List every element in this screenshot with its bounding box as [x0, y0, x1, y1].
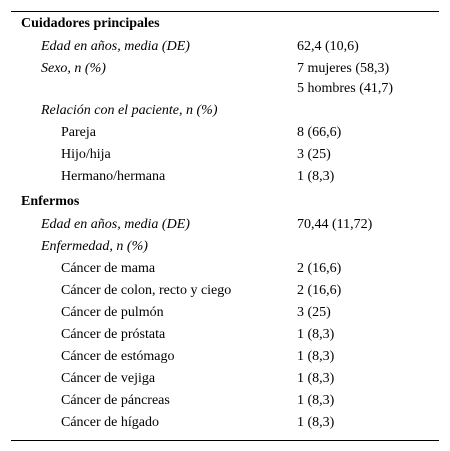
row-value: 8 (66,6): [297, 125, 342, 140]
row-label: Cáncer de próstata: [61, 327, 166, 342]
row-label: Cáncer de colon, recto y ciego: [61, 283, 232, 298]
row-value: 2 (16,6): [297, 283, 342, 298]
row-label: Cáncer de vejiga: [61, 371, 156, 386]
table-row: [11, 78, 439, 100]
row-value: 70,44 (11,72): [297, 217, 373, 232]
table-row: [11, 166, 439, 188]
row-value: 1 (8,3): [297, 393, 335, 408]
table-row: [11, 390, 439, 412]
row-value: 1 (8,3): [297, 415, 335, 430]
row-label: Cáncer de páncreas: [61, 393, 170, 408]
row-value: 1 (8,3): [297, 169, 335, 184]
row-label: Edad en años, media (DE): [41, 39, 190, 54]
section-title: Enfermos: [21, 194, 80, 209]
row-value: 7 mujeres (58,3): [297, 61, 390, 76]
table-row: [11, 214, 439, 236]
row-value: 5 hombres (41,7): [297, 81, 394, 96]
row-value: 3 (25): [297, 305, 331, 320]
section-header-caregivers: [11, 13, 439, 35]
section-header-patients: [11, 191, 439, 213]
table-row: [11, 36, 439, 58]
table-row: [11, 144, 439, 166]
row-label: Cáncer de pulmón: [61, 305, 164, 320]
row-label: Edad en años, media (DE): [41, 217, 190, 232]
table-row: [11, 324, 439, 346]
row-label: Sexo, n (%): [41, 61, 106, 76]
table-row: [11, 100, 439, 122]
row-label: Relación con el paciente, n (%): [41, 103, 218, 118]
row-value: 3 (25): [297, 147, 331, 162]
caregivers-patients-table: [11, 11, 439, 441]
row-label: Pareja: [61, 125, 96, 140]
row-label: Cáncer de hígado: [61, 415, 159, 430]
table-row: [11, 258, 439, 280]
row-value: 62,4 (10,6): [297, 39, 359, 54]
row-label: Hijo/hija: [61, 147, 111, 162]
row-value: 1 (8,3): [297, 371, 335, 386]
section-title: Cuidadores principales: [21, 16, 160, 31]
table-row: [11, 58, 439, 80]
table-row: [11, 302, 439, 324]
row-label: Enfermedad, n (%): [41, 239, 148, 254]
row-label: Hermano/hermana: [61, 169, 166, 184]
row-label: Cáncer de mama: [61, 261, 156, 276]
table-row: [11, 280, 439, 302]
row-value: 1 (8,3): [297, 349, 335, 364]
row-value: 2 (16,6): [297, 261, 342, 276]
table-row: [11, 346, 439, 368]
row-label: Cáncer de estómago: [61, 349, 175, 364]
table-row: [11, 122, 439, 144]
table-row: [11, 236, 439, 258]
table-row: [11, 412, 439, 434]
row-value: 1 (8,3): [297, 327, 335, 342]
table-row: [11, 368, 439, 390]
